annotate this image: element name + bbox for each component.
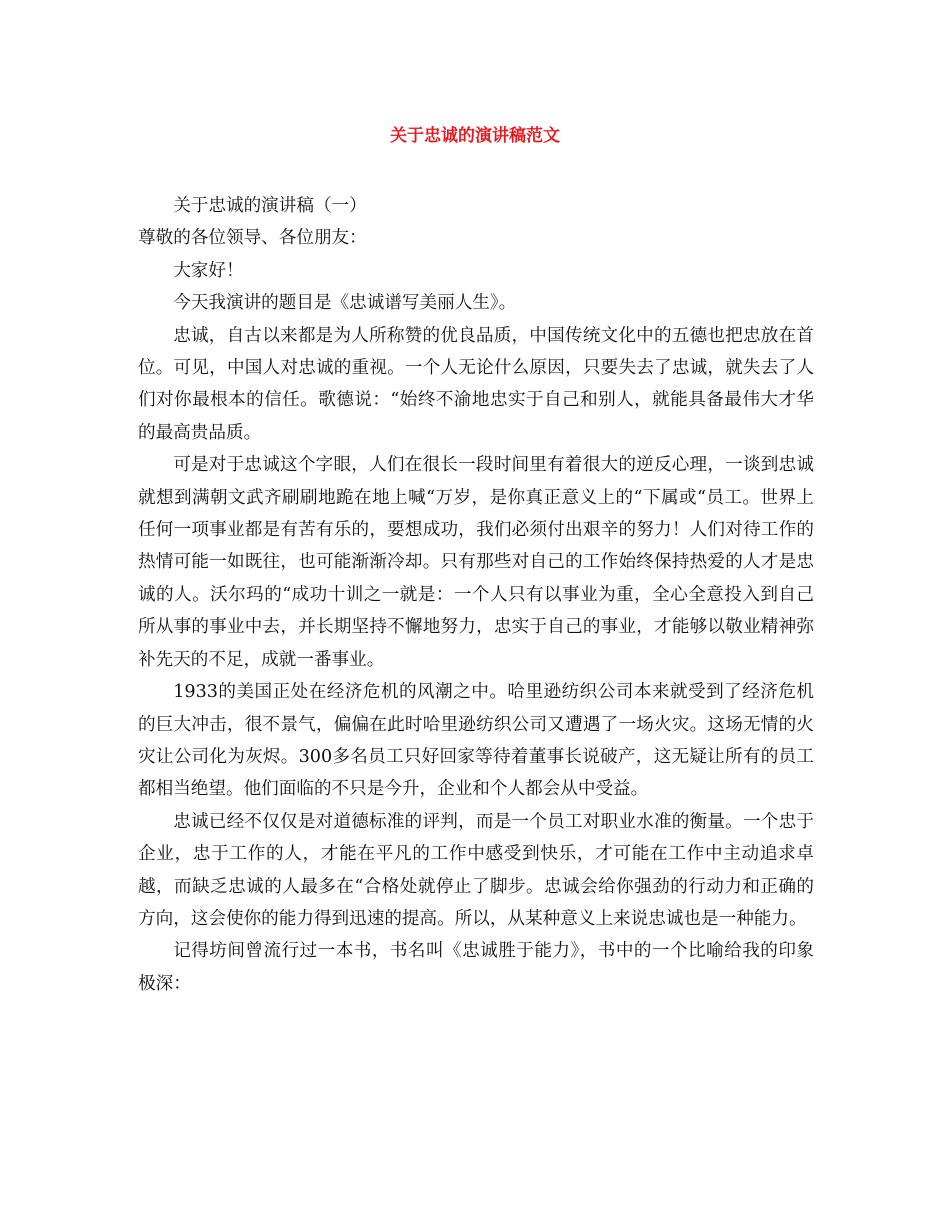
body-paragraph: 忠诚，自古以来都是为人所称赞的优良品质，中国传统文化中的五德也把忠放在首位。可见，中国人对忠诚的重视。一个人无论什么原因，只要失去了忠诚，就失去了人们对你最根本的信任。歌德说：“始终不渝地忠实于自己和别人，就能具备最伟大才华的最高贵品质。 <box>138 325 814 443</box>
body-paragraph: 可是对于忠诚这个字眼，人们在很长一段时间里有着很大的逆反心理，一谈到忠诚就想到满朝文武齐刷刷地跪在地上喊“万岁，是你真正意义上的“下属或“员工。世界上任何一项事业都是有苦有乐的，要想成功，我们必须付出艰辛的努力！人们对待工作的热情可能一如既往，也可能渐渐冷却。只有那些对自己的工作始终保持热爱的人才是忠诚的人。沃尔玛的“成功十训之一就是：一个人只有以事业为重，全心全意投入到自己所从事的事业中去，并长期坚持不懈地努力，忠实于自己的事业，才能够以敬业精神弥补先天的不足，成就一番事业。 <box>138 455 814 670</box>
salutation: 尊敬的各位领导、各位朋友： <box>138 228 367 249</box>
speech-topic: 今天我演讲的题目是《忠诚谱写美丽人生》。 <box>173 293 517 314</box>
body-paragraph: 记得坊间曾流行过一本书，书名叫《忠诚胜于能力》，书中的一个比喻给我的印象极深： <box>138 941 814 994</box>
body-paragraph: 1933的美国正处在经济危机的风潮之中。哈里逊纺织公司本来就受到了经济危机的巨大冲击，很不景气，偏偏在此时哈里逊纺织公司又遭遇了一场火灾。这场无情的火灾让公司化为灰烬。300多名员工只好回家等待着董事长说破产，这无疑让所有的员工都相当绝望。他们面临的不只是今升，企业和个人都会从中受益。 <box>138 682 814 800</box>
section-heading: 关于忠诚的演讲稿（一） <box>173 196 367 216</box>
document-title: 关于忠诚的演讲稿范文 <box>390 126 560 146</box>
greeting: 大家好！ <box>173 260 244 281</box>
document-body <box>138 190 814 1000</box>
body-paragraph: 忠诚已经不仅仅是对道德标准的评判，而是一个员工对职业水准的衡量。一个忠于企业，忠于工作的人，才能在平凡的工作中感受到快乐，才可能在工作中主动追求卓越，而缺乏忠诚的人最多在“合格处就停止了脚步。忠诚会给你强劲的行动力和正确的方向，这会使你的能力得到迅速的提高。所以，从某种意义上来说忠诚也是一种能力。 <box>138 811 814 929</box>
